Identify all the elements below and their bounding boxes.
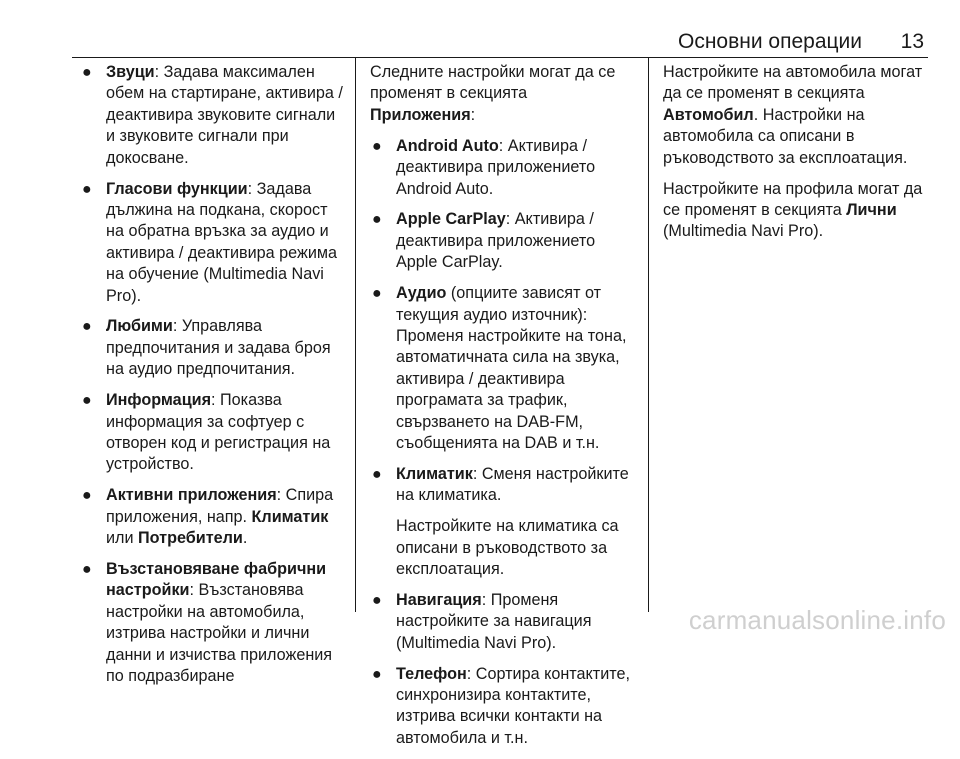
item-text: или [106,529,139,548]
watermark: carmanualsonline.info [688,605,946,635]
list-item [370,209,636,273]
item-text: : Сортира контактите, синхронизира контактите, изтрива всички контакти на автомобила и т.н. [396,664,630,747]
item-term: Информация [106,391,212,410]
bullet-icon: ● [82,561,92,579]
item-text: : Задава дължина на подкана, скорост на обратна връзка за аудио и активира / деактивира режима на обучение (Multimedia Navi Pro). [106,179,338,305]
bullet-icon: ● [82,392,92,410]
para-term: Автомобил [663,105,754,124]
item-text: : Сменя настройките на климатика. [396,464,629,505]
para-text: Настройките на профила могат да се променят в секцията [663,179,923,219]
list-item [80,179,346,307]
item-term: Аудио [396,284,447,303]
page-title: Основни операции [677,30,862,53]
item-term: Навигация [396,590,482,609]
bullet-icon: ● [82,487,92,505]
bullet-icon: ● [372,465,382,483]
item-text: : Активира / деактивира приложението Android Auto. [396,136,596,198]
item-term: Активни приложения [106,486,277,505]
item-text: : Възстановява настройки на автомобила, изтрива настройки и лични данни и изчиства приложения по подразбиране [106,581,333,686]
column-3 [663,62,929,252]
bullet-icon: ● [372,665,382,683]
intro-end: : [470,105,476,124]
bullet-icon: ● [372,285,382,303]
item-term: Възстановяване фабрични настройки [106,560,327,600]
intro-paragraph [370,62,636,126]
column-divider-2 [648,57,649,612]
item-term: Телефон [396,664,467,683]
list-item [80,316,346,380]
para-text: Настройките на автомобила могат да се променят в секцията [663,63,923,103]
column-divider-1 [355,57,356,612]
item-term: Android Auto [396,136,499,155]
bullet-icon: ● [82,180,92,198]
para-term: Лични [846,200,897,219]
list-item [80,390,346,476]
para-text: . Настройки на автомобила са описани в ръководството за експлоатация. [663,105,908,167]
list-item [370,283,636,454]
list-item [80,485,346,549]
list-item [370,136,636,200]
item-text: . [242,529,248,548]
item-text: : Спира приложения, напр. [106,486,334,526]
bullet-icon: ● [372,211,382,229]
page-header [600,27,928,57]
item-text: (опциите зависят от текущия аудио източник): Променя настройките на тона, автоматичната сила на звука, активира / деактивира програмата за трафик, свързването на DAB-FM, съобщенията на DAB и т.н. [396,284,627,452]
sub-paragraph: Настройките на климатика са описани в ръководството за експлоатация. [396,517,619,579]
item-text: : Задава максимален обем на стартиране, активира / деактивира звуковите сигнали и звуковите сигнали при докосване. [106,63,343,167]
item-term: Климатик [396,464,473,483]
intro-text: Следните настройки могат да се променят в секцията [370,63,616,103]
paragraph [663,62,929,169]
item-term: Любими [106,317,173,336]
item-text: : Променя настройките за навигация (Multimedia Navi Pro). [396,590,592,652]
bullet-icon: ● [82,64,92,81]
header-rule [72,57,928,58]
list-item [370,664,636,750]
para-text: (Multimedia Navi Pro). [663,222,824,241]
bullet-icon: ● [82,318,92,336]
intro-term: Приложения [370,105,471,124]
list-item [80,62,346,169]
item-term: Климатик [251,507,329,526]
item-term: Звуци [106,63,155,81]
bullet-icon: ● [372,591,382,609]
bullet-icon: ● [372,137,382,155]
item-term: Гласови функции [106,179,248,198]
item-text: : Активира / деактивира приложението Apple CarPlay. [396,210,596,272]
item-term: Apple CarPlay [396,210,506,229]
list-item [370,464,636,507]
page-number: 13 [900,30,924,53]
item-text: : Управлява предпочитания и задава броя на аудио предпочитания. [106,317,331,379]
item-term: Потребители [138,529,243,548]
column-1 [80,62,346,697]
list-item [370,590,636,654]
list-item [80,559,346,687]
column-2 [370,62,636,759]
paragraph [663,179,929,243]
item-text: : Показва информация за софтуер с отворен код и регистрация на устройство. [106,391,331,474]
